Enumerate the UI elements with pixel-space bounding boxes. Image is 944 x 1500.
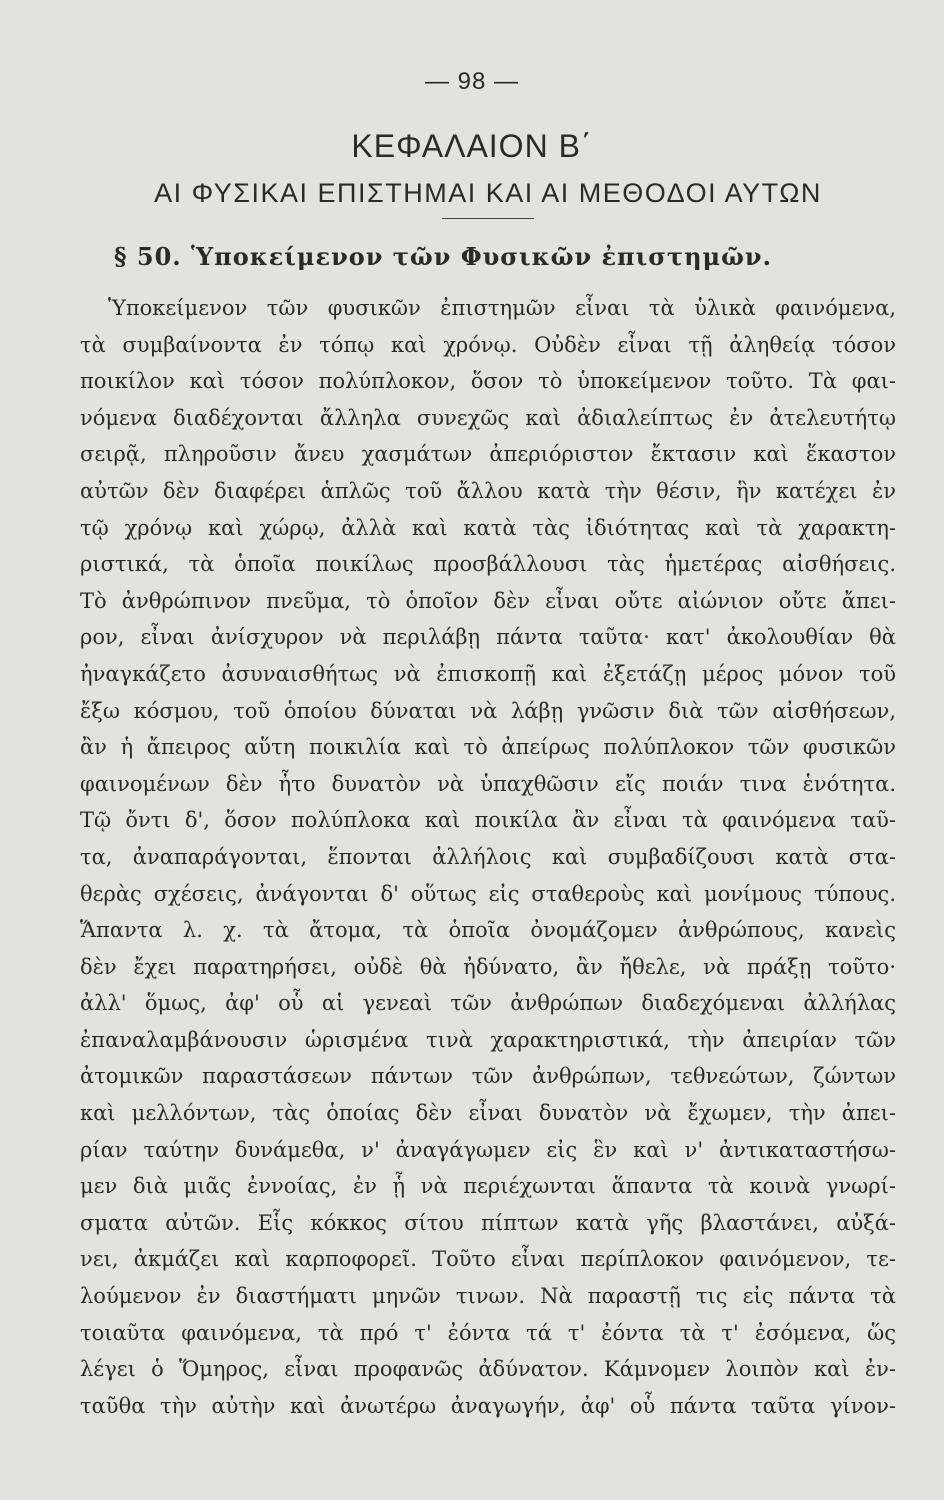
text-line: αὐτῶν δὲν διαφέρει ἁπλῶς τοῦ ἄλλου κατὰ τὴν θέσιν, ἣν κατέχει ἐν (80, 478, 896, 503)
text-line: ἂν ἡ ἄπειρος αὕτη ποικιλία καὶ τὸ ἀπείρως πολύπλοκον τῶν φυσικῶν (80, 735, 896, 760)
text-line: τὰ συμβαίνοντα ἐν τόπῳ καὶ χρόνῳ. Οὐδὲν εἶναι τῇ ἀληθείᾳ τόσον (80, 332, 896, 357)
text-line: λέγει ὁ Ὅμηρος, εἶναι προφανῶς ἀδύνατον. Κάμνομεν λοιπὸν καὶ ἐν- (80, 1357, 896, 1382)
body-text (80, 290, 896, 1424)
text-line: Ἅπαντα λ. χ. τὰ ἄτομα, τὰ ὁποῖα ὀνομάζομεν ἀνθρώπους, κανεὶς (80, 918, 896, 943)
text-line: ριστικά, τὰ ὁποῖα ποικίλως προσβάλλουσι τὰς ἡμετέρας αἰσθήσεις. (80, 552, 896, 577)
text-line: ρον, εἶναι ἀνίσχυρον νὰ περιλάβῃ πάντα ταῦτα· κατ' ἀκολουθίαν θὰ (80, 625, 896, 650)
chapter-subtitle: ΑΙ ΦΥΣΙΚΑΙ ΕΠΙΣΤΗΜΑΙ ΚΑΙ ΑΙ ΜΕΘΟΔΟΙ ΑΥΤΩΝ (154, 178, 822, 208)
text-line: τῷ χρόνῳ καὶ χώρῳ, ἀλλὰ καὶ κατὰ τὰς ἰδιότητας καὶ τὰ χαρακτη- (80, 515, 896, 540)
text-line: δὲν ἔχει παρατηρήσει, οὐδὲ θὰ ἠδύνατο, ἂν ἤθελε, νὰ πράξῃ τοῦτο· (80, 954, 896, 979)
text-line: ταῦθα τὴν αὐτὴν καὶ ἀνωτέρω ἀναγωγήν, ἀφ' οὗ πάντα ταῦτα γίνον- (80, 1393, 896, 1418)
text-line: μεν διὰ μιᾶς ἐννοίας, ἐν ᾗ νὰ περιέχωνται ἅπαντα τὰ κοινὰ γνωρί- (80, 1174, 896, 1199)
title-divider (442, 218, 534, 219)
text-line: ἀλλ' ὅμως, ἀφ' οὗ αἱ γενεαὶ τῶν ἀνθρώπων διαδεχόμεναι ἀλλήλας (80, 991, 896, 1016)
text-line: τα, ἀναπαράγονται, ἕπονται ἀλλήλοις καὶ συμβαδίζουσι κατὰ στα- (80, 844, 896, 869)
text-line: Ὑποκείμενον τῶν φυσικῶν ἐπιστημῶν εἶναι τὰ ὑλικὰ φαινόμενα, (108, 296, 896, 320)
chapter-title: ΚΕΦΑΛΑΙΟΝ Β΄ (351, 128, 593, 164)
text-line: ποικίλον καὶ τόσον πολύπλοκον, ὅσον τὸ ὑποκείμενον τοῦτο. Τὰ φαι- (80, 369, 896, 394)
text-line: καὶ μελλόντων, τὰς ὁποίας δὲν εἶναι δυνατὸν νὰ ἔχωμεν, τὴν ἀπει- (80, 1101, 896, 1126)
text-line: λούμενον ἐν διαστήματι μηνῶν τινων. Νὰ παραστῇ τις εἰς πάντα τὰ (80, 1284, 896, 1309)
text-line: ρίαν ταύτην δυνάμεθα, ν' ἀναγάγωμεν εἰς ἓν καὶ ν' ἀντικαταστήσω- (80, 1137, 896, 1162)
text-line: ἔξω κόσμου, τοῦ ὁποίου δύναται νὰ λάβῃ γνῶσιν διὰ τῶν αἰσθήσεων, (80, 698, 896, 723)
text-line: τοιαῦτα φαινόμενα, τὰ πρό τ' ἐόντα τά τ' ἐόντα τὰ τ' ἐσόμενα, ὥς (80, 1320, 896, 1345)
text-line: ἠναγκάζετο ἀσυναισθήτως νὰ ἐπισκοπῇ καὶ ἐξετάζῃ μέρος μόνον τοῦ (80, 661, 896, 686)
text-line: νει, ἀκμάζει καὶ καρποφορεῖ. Τοῦτο εἶναι περίπλοκον φαινόμενον, τε- (80, 1247, 896, 1272)
text-line: ἐπαναλαμβάνουσιν ὡρισμένα τινὰ χαρακτηριστικά, τὴν ἀπειρίαν τῶν (80, 1027, 896, 1052)
text-line: νόμενα διαδέχονται ἄλληλα συνεχῶς καὶ ἀδιαλείπτως ἐν ἀτελευτήτῳ (80, 405, 896, 430)
text-line: Τῷ ὄντι δ', ὅσον πολύπλοκα καὶ ποικίλα ἂν εἶναι τὰ φαινόμενα ταῦ- (80, 808, 896, 833)
text-line: θερὰς σχέσεις, ἀνάγονται δ' οὕτως εἰς σταθεροὺς καὶ μονίμους τύπους. (80, 881, 896, 906)
text-line: ἀτομικῶν παραστάσεων πάντων τῶν ἀνθρώπων, τεθνεώτων, ζώντων (80, 1064, 896, 1089)
text-line: Τὸ ἀνθρώπινον πνεῦμα, τὸ ὁποῖον δὲν εἶναι οὔτε αἰώνιον οὔτε ἄπει- (80, 588, 896, 613)
text-line: σματα αὐτῶν. Εἷς κόκκος σίτου πίπτων κατὰ γῆς βλαστάνει, αὐξά- (80, 1210, 896, 1235)
text-line: φαινομένων δὲν ἦτο δυνατὸν νὰ ὑπαχθῶσιν εἴς ποιάν τινα ἑνότητα. (80, 771, 896, 796)
text-line: σειρᾷ, πληροῦσιν ἄνευ χασμάτων ἀπεριόριστον ἔκτασιν καὶ ἕκαστον (80, 442, 896, 467)
page-number: — 98 — (424, 68, 520, 95)
section-heading: § 50. Ὑποκείμενον τῶν Φυσικῶν ἐπιστημῶν. (114, 242, 772, 271)
